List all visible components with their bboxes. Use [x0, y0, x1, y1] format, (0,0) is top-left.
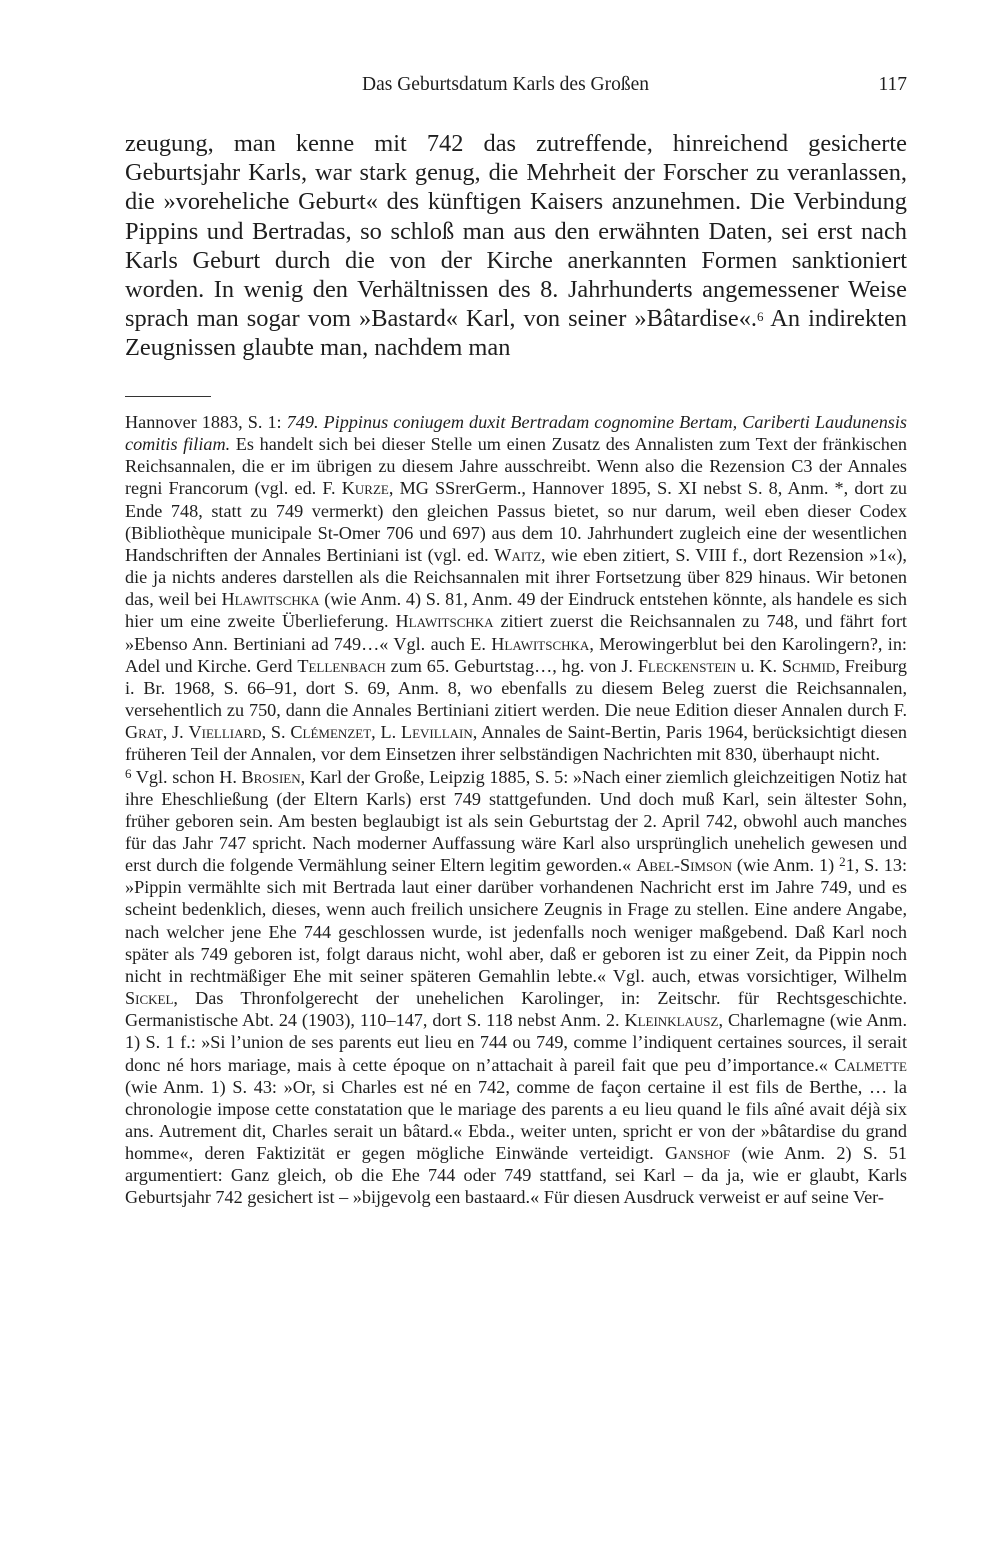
- page-number: 117: [878, 74, 907, 95]
- footnote-text: , L.: [371, 722, 401, 743]
- author-name: Hlawitschka: [221, 589, 320, 610]
- footnote-text: Hannover 1883, S. 1:: [125, 412, 287, 432]
- footnote-text: (wie Anm. 1) S. 43: »Or, si Charles est né en 742, comme de façon certaine il est fils de Berthe, … la chronologie impose cette constatation que le mariage des parents a eu lieu quand le fils aîné avait déjà six ans. Autrement dit, Charles serait un bâtard.« Ebda., weiter unten, spricht er von der »bâtardise du grand homme«, deren Faktizität er gegen mögliche Einwände verteidigt.: [125, 1076, 907, 1164]
- author-name: Kurze: [341, 478, 389, 499]
- footnote-text: , MG SSrerGerm., Hannover 1895, S. XI nebst S. 8, Anm. *, dort zu Ende 748, statt zu 749 vermerkt) den gleichen Passus bietet, so nur darum, weil eben dieser Codex (Bibliothèque municipale St-Omer 706 und 697) aus dem 10. Jahrhundert zugleich eine der wesentlichen Handschriften der Annales Bertiniani ist (vgl. ed.: [125, 478, 907, 565]
- author-name: Hlawitschka: [395, 611, 494, 632]
- footnote-text: , wie eben zitiert, S. VIII f., dort Rezension »1«), die ja nichts anderes darstellen als die Reichsannalen mit ihrer Fortsetzung über 829 hinaus. Wir betonen das, weil bei: [125, 544, 907, 610]
- footnote-text: zum 65. Geburtstag…, hg. von J.: [385, 655, 638, 676]
- footnote-text: zitiert zuerst die Reichsannalen zu 748, und fährt fort »Ebenso Ann. Bertiniani ad 749…« Vgl. auch E.: [125, 611, 907, 654]
- footnote-text: (wie Anm. 1): [731, 855, 840, 876]
- footnote-text: , Charlemagne (wie Anm. 1) S. 1 f.: »Si l’union de ses parents eut lieu en 744 ou 749, comme l’indiquent certaines sources, il serait donc né hors mariage, mais à cette époque on n’attachait à pareil fait que peu d’importance.«: [125, 1010, 907, 1075]
- author-name: Waitz: [494, 544, 542, 565]
- footnote-text: Vgl. schon H.: [131, 766, 242, 787]
- author-name: Calmette: [834, 1054, 907, 1075]
- author-name: Fleckenstein: [637, 655, 737, 676]
- footnote-number: 6: [125, 765, 132, 781]
- footnote-text: (wie Anm. 2) S. 51 argumentiert: Ganz gleich, ob die Ehe 744 oder 749 stattfand, sei Karl – da ja, wie er glaubt, Karls Geburtsjahr 742 gesichert ist – »bijgevolg een bastaard.« Für diesen Ausdruck verweist er auf seine Ver-: [125, 1143, 907, 1208]
- latin-quotation: 749. Pippinus coniugem duxit Bertradam cognomine Bertam, Cariberti Laudunensis comitis filiam.: [125, 412, 907, 455]
- author-name: Kleinklausz: [624, 1010, 719, 1031]
- footnote-text: , Annales de Saint-Bertin, Paris 1964, berücksichtigt diesen früheren Teil der Annalen, vor dem Einsetzen ihrer selbständigen Nachrichten mit 830, überhaupt nicht.: [125, 722, 907, 765]
- footnote-6: [125, 766, 907, 1209]
- footnote-continued: [125, 411, 907, 766]
- author-name: Ganshof: [665, 1143, 731, 1164]
- running-title: Das Geburtsdatum Karls des Großen: [362, 74, 650, 95]
- running-header: [125, 74, 907, 104]
- footnote-reference: 6: [757, 309, 764, 325]
- author-name: Vielliard: [188, 722, 262, 743]
- footnote-text: , J.: [162, 722, 189, 743]
- footnote-text: (wie Anm. 4) S. 81, Anm. 49 der Eindruck entstehen könnte, als handele es sich hier um eine zweite Überlieferung.: [125, 589, 907, 632]
- author-name: Sickel: [125, 988, 174, 1009]
- main-text: zeugung, man kenne mit 742 das zutreffende, hinreichend gesicherte Geburtsjahr Karls, war stark genug, die Mehrheit der Forscher zu veranlassen, die »voreheliche Geburt« des künftigen Kaisers anzunehmen. Die Verbindung Pippins und Bertradas, so schloß man aus den erwähnten Daten, sei erst nach Karls Geburt durch die von der Kirche anerkannten Formen sanktioniert worden. In wenig den Verhältnissen des 8. Jahrhunderts angemessener Weise sprach man sogar vom »Bastard« Karl, von seiner »Bâtardise«.: [125, 130, 907, 333]
- edition-superscript: 2: [839, 854, 846, 870]
- footnote-text: , Merowingerblut bei den Karolingern?, in: Adel und Kirche. Gerd: [125, 633, 907, 676]
- main-text-continued: An indirekten Zeugnissen glaubte man, nachdem man: [125, 305, 907, 362]
- footnotes: [125, 411, 907, 1209]
- author-name: Schmid: [781, 655, 836, 676]
- author-name: Hlawitschka: [491, 633, 590, 654]
- author-name: Levillain: [400, 722, 473, 743]
- author-name: Grat: [125, 722, 163, 743]
- footnote-text: , Das Thronfolgerecht der unehelichen Karolinger, in: Zeitschr. für Rechtsgeschichte. Germanistische Abt. 24 (1903), 110–147, dort S. 118 nebst Anm. 2.: [125, 988, 907, 1031]
- author-name: Abel-Simson: [636, 855, 732, 876]
- author-name: Brosien: [241, 766, 301, 787]
- footnote-text: Es handelt sich bei dieser Stelle um einen Zusatz des Annalisten zum Text der fränkischen Reichsannalen, die er im übrigen zu diesem Jahre ausschreibt. Wenn also die Rezension C3 der Annales regni Francorum (vgl. ed. F.: [125, 434, 908, 499]
- footnote-text: , Freiburg i. Br. 1968, S. 66–91, dort S. 69, Anm. 8, wo ebenfalls zu diesem Beleg zuerst die Reichsannalen, versehentlich zu 750, dann die Annales Bertiniani zitiert werden. Die neue Edition dieser Annalen durch F.: [125, 655, 907, 721]
- author-name: Clémenzet: [290, 722, 372, 743]
- footnote-text: , S.: [261, 722, 291, 743]
- footnote-separator: [125, 396, 211, 397]
- footnote-text: 1, S. 13: »Pippin vermählte sich mit Bertrada laut einer darüber vorhandenen Nachricht erst im Jahre 749, und es scheint bedenklich, dieses, wenn auch freilich unsichere Zeugnis in Frage zu stellen. Eine andere Angabe, nach welcher jene Ehe 744 geschlossen wurde, ist jedenfalls noch weniger maßgebend. Daß Karl noch später als 749 geboren ist, folgt daraus nicht, wohl aber, daß er geboren ist zu einer Zeit, da Pippin noch nicht in rechtmäßiger Ehe mit seiner späteren Gemahlin lebte.« Vgl. auch, etwas vorsichtiger, Wilhelm: [125, 855, 908, 986]
- author-name: Tellenbach: [297, 655, 386, 676]
- main-paragraph: [125, 129, 907, 363]
- footnote-text: u. K.: [736, 655, 782, 676]
- footnote-text: , Karl der Große, Leipzig 1885, S. 5: »Nach einer ziemlich gleichzeitigen Notiz hat ihre Eheschließung (der Eltern Karls) erst 749 stattgefunden. Und doch muß Karl, sein ältester Sohn, früher geboren sein. Am besten beglaubigt ist als sein Geburtstag der 2. April 742, obwohl auch manches für das Jahr 747 spricht. Nach moderner Auffassung wäre Karl also ursprünglich unehelich gewesen und erst durch die folgende Vermählung seiner Eltern legitim geworden.«: [125, 766, 907, 876]
